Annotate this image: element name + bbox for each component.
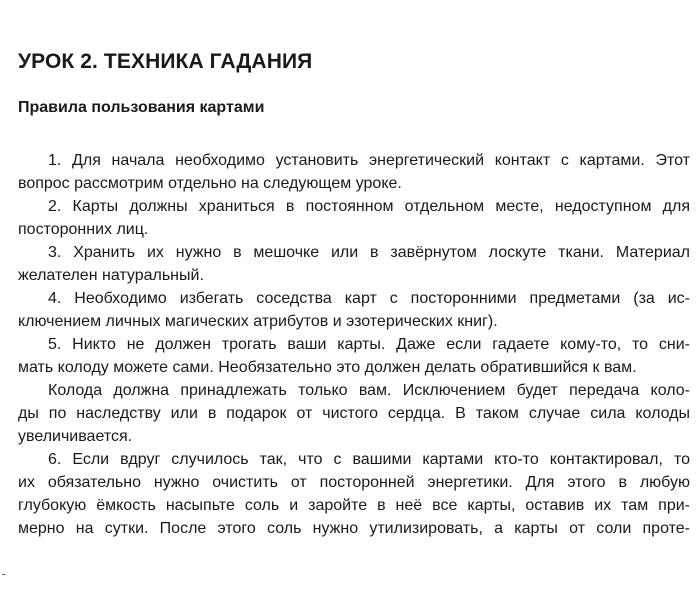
text-line: 3. Хранить их нужно в мешочке или в завёрнутом лоскуте ткани. Материал	[48, 244, 690, 261]
text-line: Колода должна принадлежать только вам. Исключением будет передача коло-	[48, 382, 690, 399]
text-line: 4. Необходимо избегать соседства карт с посторонними предметами (за ис-	[48, 290, 690, 307]
paragraph	[18, 195, 690, 241]
text-line: 1. Для начала необходимо установить энергетический контакт с картами. Этот	[48, 152, 690, 169]
paragraph	[18, 379, 690, 448]
margin-mark	[2, 574, 5, 575]
text-line: вопрос рассмотрим отдельно на следующем уроке.	[18, 175, 402, 192]
body-text	[18, 149, 690, 540]
text-line: их обязательно нужно очистить от посторонней энергетики. Для этого в любую	[18, 474, 690, 491]
text-line: 5. Никто не должен трогать ваши карты. Даже если гадаете кому-то, то сни-	[48, 336, 690, 353]
text-line: увеличивается.	[18, 428, 133, 445]
text-line: желателен натуральный.	[18, 267, 204, 284]
text-line: мать колоду можете сами. Необязательно это должен делать обратившийся к вам.	[18, 359, 637, 376]
text-line: мерно на сутки. После этого соль нужно утилизировать, а карты от соли проте-	[18, 520, 690, 537]
paragraph	[18, 241, 690, 287]
lesson-title: УРОК 2. ТЕХНИКА ГАДАНИЯ	[18, 50, 313, 73]
paragraph	[18, 333, 690, 379]
section-title: Правила пользования картами	[18, 99, 265, 116]
text-line: 6. Если вдруг случилось так, что с вашими картами кто-то контактировал, то	[48, 451, 690, 468]
paragraph	[18, 448, 690, 540]
text-line: ды по наследству или в подарок от чистого сердца. В таком случае сила колоды	[18, 405, 690, 422]
paragraph	[18, 287, 690, 333]
text-line: ключением личных магических атрибутов и эзотерических книг).	[18, 313, 498, 330]
text-line: посторонних лиц.	[18, 221, 149, 238]
paragraph	[18, 149, 690, 195]
text-line: 2. Карты должны храниться в постоянном отдельном месте, недоступном для	[48, 198, 690, 215]
text-line: глубокую ёмкость насыпьте соль и заройте в неё все карты, оставив их там при-	[18, 497, 690, 514]
